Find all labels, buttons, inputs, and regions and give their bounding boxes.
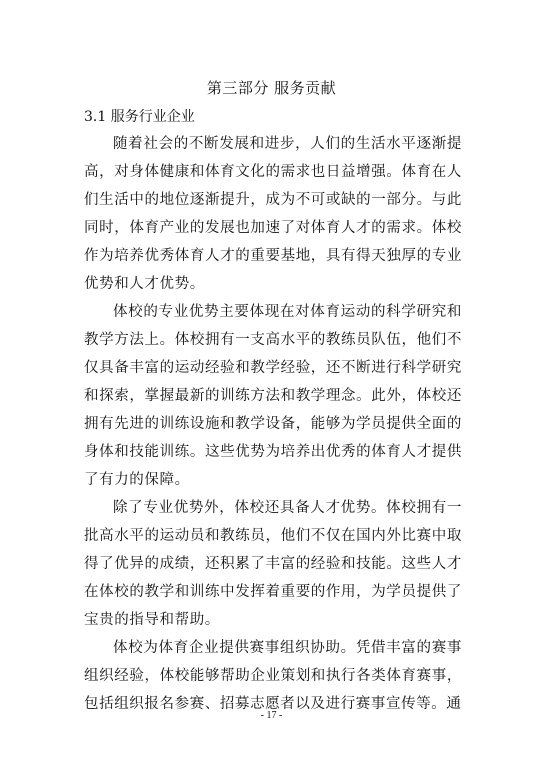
- section-heading: 3.1 服务行业企业: [84, 109, 195, 125]
- page-title: 第三部分 服务贡献: [206, 79, 337, 97]
- body-text: [84, 130, 462, 718]
- paragraph: 体校为体育企业提供赛事组织协助。凭借丰富的赛事组织经验，体校能够帮助企业策划和执行各类体育赛事，包括组织报名参赛、招募志愿者以及进行赛事宣传等。通: [84, 640, 462, 712]
- paragraph: 除了专业优势外，体校还具备人才优势。体校拥有一批高水平的运动员和教练员，他们不仅在国内外比赛中取得了优异的成绩，还积累了丰富的经验和技能。这些人才在体校的教学和训练中发挥着重要的作用，为学员提供了宝贵的指导和帮助。: [84, 500, 462, 628]
- paragraph: 体校的专业优势主要体现在对体育运动的科学研究和教学方法上。体校拥有一支高水平的教练员队伍，他们不仅具备丰富的运动经验和教学经验，还不断进行科学研究和探索，掌握最新的训练方法和教学理念。此外，体校还拥有先进的训练设施和教学设备，能够为学员提供全面的身体和技能训练。这些优势为培养出优秀的体育人才提供了有力的保障。: [84, 304, 462, 488]
- paragraph: 随着社会的不断发展和进步，人们的生活水平逐渐提高，对身体健康和体育文化的需求也日益增强。体育在人们生活中的地位逐渐提升，成为不可或缺的一部分。与此同时，体育产业的发展也加速了对体育人才的需求。体校作为培养优秀体育人才的重要基地，具有得天独厚的专业优势和人才优势。: [84, 136, 462, 292]
- page-number: - 17 -: [260, 710, 283, 721]
